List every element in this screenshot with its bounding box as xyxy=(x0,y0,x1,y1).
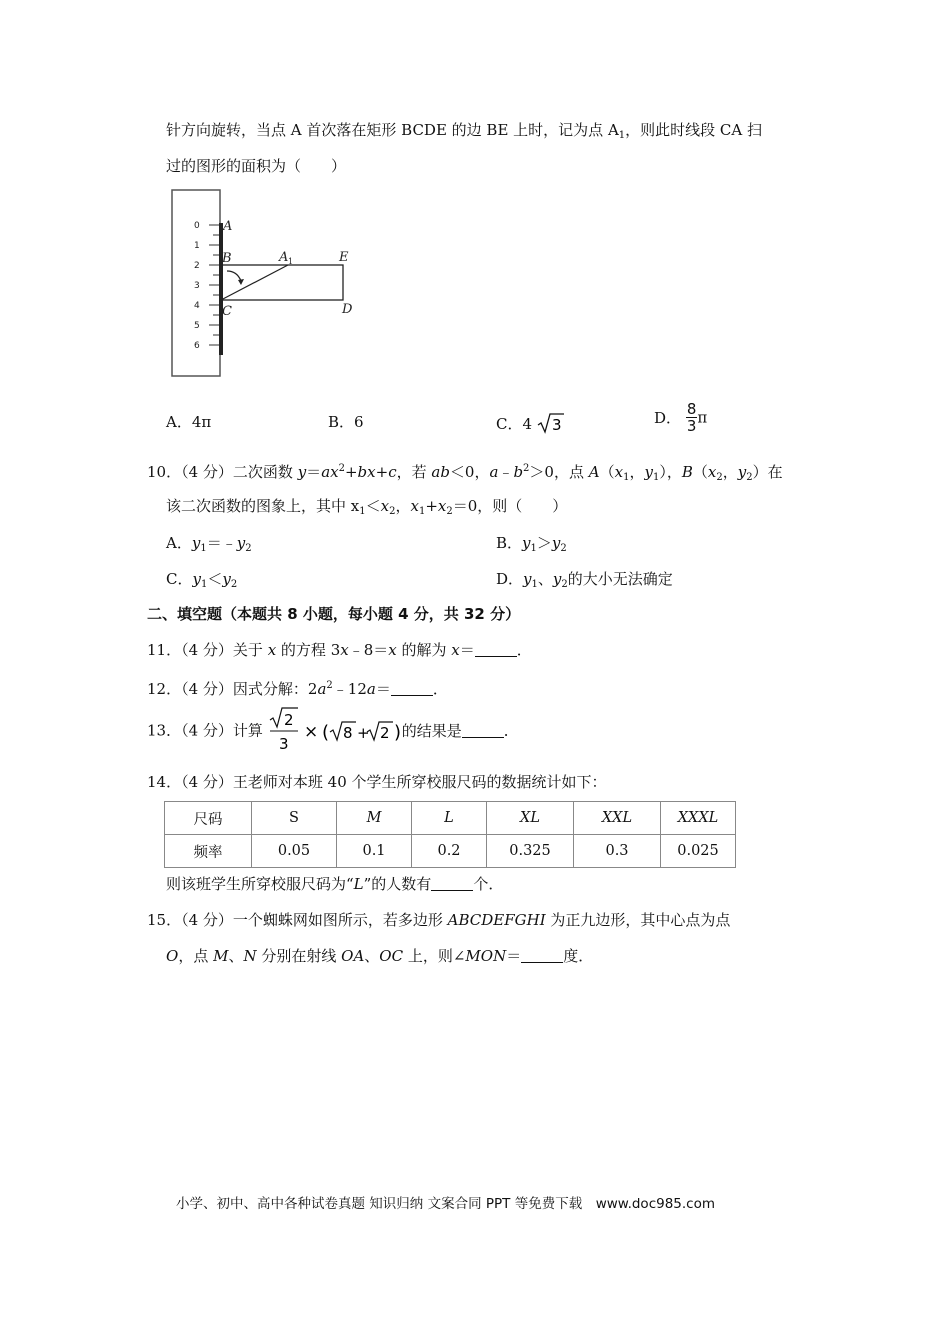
label-A: A xyxy=(223,219,233,234)
q15-line1: 15．（4 分）一个蜘蛛网如图所示，若多边形 ABCDEFGHI 为正九边形，其中心点为点 xyxy=(147,911,731,929)
label-D: D xyxy=(342,302,353,317)
q9-option-a: A．4π xyxy=(166,413,212,431)
q11: 11．（4 分）关于 x 的方程 3x﹣8＝x 的解为 x＝ ． xyxy=(147,641,532,659)
label-C: C xyxy=(222,304,232,319)
tick-0: 0 xyxy=(194,221,200,231)
svg-text:(: ( xyxy=(321,722,329,743)
label-E: E xyxy=(339,250,349,265)
tick-5: 5 xyxy=(194,321,200,331)
q14-question: 则该班学生所穿校服尺码为“L”的人数有 个． xyxy=(166,875,504,893)
tick-3: 3 xyxy=(194,281,200,291)
q10-option-a: A．$y_1=﹣y_2$ xyxy=(166,534,252,554)
q9-line2: 过的图形的面积为（ ） xyxy=(166,157,347,175)
q10-option-c: C．$y_1<y_2$ xyxy=(166,570,238,590)
section-title: 二、填空题（本题共 8 小题，每小题 4 分，共 32 分） xyxy=(147,605,521,623)
tick-1: 1 xyxy=(194,241,200,251)
table-row: 频率 0.05 0.1 0.2 0.325 0.3 0.025 xyxy=(165,835,736,868)
q14-stem: 14．（4 分）王老师对本班 40 个学生所穿校服尺码的数据统计如下： xyxy=(147,773,607,791)
q9-option-c: C．4 3 xyxy=(496,412,565,434)
q13: 13．（4 分）计算 2 3 × ( 8 + 2 ) 的结果是 ． xyxy=(147,706,519,754)
q9-figure xyxy=(165,187,365,382)
q15-line2: O，点 M、N 分别在射线 OA、OC 上，则∠MON＝ 度． xyxy=(166,947,594,965)
svg-text:+: + xyxy=(356,724,370,742)
q10-option-d: D．$y_1$、$y_2$的大小无法确定 xyxy=(496,570,673,590)
footer-ad: 小学、初中、高中各种试卷真题 知识归纳 文案合同 PPT 等免费下载 www.doc985.com xyxy=(176,1196,716,1212)
q10-line1: 10．（4 分）二次函数 $y=ax^2+bx+c$，若 ab＜0，$a﹣b^2>0$，点 $A(x_1$，$y_1$），$B(x_2$，$y_2$）在 xyxy=(147,463,783,483)
tick-6: 6 xyxy=(194,341,200,351)
svg-text:3: 3 xyxy=(278,735,289,753)
q9-option-d: D． $\frac{8}{3}$ π xyxy=(654,400,708,435)
q9-line1: 针方向旋转，当点 A 首次落在矩形 BCDE 的边 BE 上时，记为点 $A_1$，则此时线段 CA 扫 xyxy=(166,121,763,141)
svg-text:8: 8 xyxy=(342,724,353,742)
sqrt-icon xyxy=(537,412,565,434)
svg-text:2: 2 xyxy=(379,724,390,742)
q10-line2: 该二次函数的图象上，其中 $x_1<x_2$，$x_1+x_2=0$，则（ ） xyxy=(166,497,568,517)
svg-text:2: 2 xyxy=(283,711,294,729)
tick-2: 2 xyxy=(194,261,200,271)
svg-text:): ) xyxy=(393,722,401,743)
label-A1-sub: 1 xyxy=(288,257,294,266)
label-B: B xyxy=(222,251,232,266)
q10-option-b: B．$y_1>y_2$ xyxy=(496,534,567,554)
q12: 12．（4 分）因式分解：$2a^2﹣12a=$ ． xyxy=(147,680,448,698)
size-frequency-table xyxy=(164,801,736,868)
table-row: 尺码 S M L XL XXL XXXL xyxy=(165,802,736,835)
svg-text:3: 3 xyxy=(551,416,562,434)
svg-text:×: × xyxy=(303,722,318,742)
tick-4: 4 xyxy=(194,301,200,311)
q9-option-b: B．6 xyxy=(328,413,364,431)
label-A1: A xyxy=(279,250,289,265)
